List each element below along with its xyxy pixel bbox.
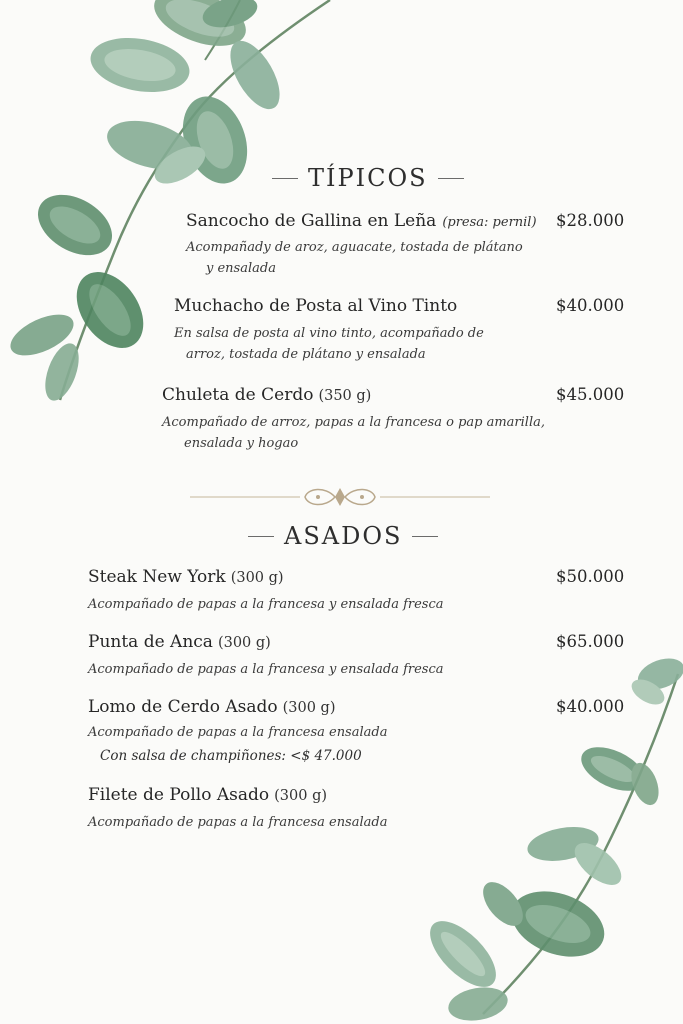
title-rule-left <box>272 178 298 179</box>
title-rule-left <box>248 536 274 537</box>
item-description: Acompañado de papas a la francesa y ensalada fresca <box>88 662 444 677</box>
item-name: Filete de Pollo Asado <box>88 785 270 805</box>
menu-item-filete-de-pollo <box>88 785 327 805</box>
item-description <box>186 237 523 279</box>
item-size: (350 g) <box>318 388 372 404</box>
item-size: (300 g) <box>217 635 271 651</box>
item-description <box>174 323 484 365</box>
item-size: (300 g) <box>274 788 328 804</box>
item-name: Punta de Anca <box>88 632 213 652</box>
item-price: $45.000 <box>556 385 625 404</box>
item-price: $40.000 <box>556 296 625 315</box>
item-price: $28.000 <box>556 211 625 230</box>
item-name: Lomo de Cerdo Asado <box>88 697 278 717</box>
description-line: arroz, tostada de plátano y ensalada <box>186 347 426 362</box>
item-description: Acompañado de papas a la francesa y ensalada fresca <box>88 597 444 612</box>
section-title-asados <box>248 522 438 550</box>
section-title-text: ASADOS <box>284 522 403 550</box>
item-price: $40.000 <box>556 697 625 716</box>
item-description: Acompañado de papas a la francesa ensalada <box>88 725 388 740</box>
item-name: Muchacho de Posta al Vino Tinto <box>174 296 458 316</box>
item-name: Chuleta de Cerdo <box>162 385 314 405</box>
menu-item-lomo-de-cerdo <box>88 697 336 717</box>
item-price: $65.000 <box>556 632 625 651</box>
item-description <box>162 412 545 454</box>
section-title-tipicos <box>272 164 464 192</box>
menu-item-chuleta <box>162 385 371 405</box>
item-extra-option: Con salsa de champiñones: <$ 47.000 <box>100 748 362 764</box>
description-line: Acompañady de aroz, aguacate, tostada de plátano <box>186 240 523 255</box>
item-name: Sancocho de Gallina en Leña <box>186 211 437 231</box>
item-name: Steak New York <box>88 567 226 587</box>
title-rule-right <box>412 536 438 537</box>
description-line: Acompañado de arroz, papas a la francesa o pap amarilla, <box>162 415 545 430</box>
eucalyptus-branch-bottom-icon <box>423 654 683 1024</box>
item-price: $50.000 <box>556 567 625 586</box>
description-line: y ensalada <box>206 261 276 276</box>
menu-item-steak <box>88 567 284 587</box>
item-note: (presa: pernil) <box>442 215 537 230</box>
item-description: Acompañado de papas a la francesa ensalada <box>88 815 388 830</box>
section-title-text: TÍPICOS <box>308 164 428 192</box>
item-size: (300 g) <box>282 700 336 716</box>
description-line: ensalada y hogao <box>184 436 299 451</box>
description-line: En salsa de posta al vino tinto, acompañado de <box>174 326 484 341</box>
menu-item-punta-de-anca <box>88 632 271 652</box>
title-rule-right <box>438 178 464 179</box>
menu-item-sancocho <box>186 211 537 231</box>
menu-item-muchacho <box>174 296 457 316</box>
item-size: (300 g) <box>230 570 284 586</box>
ornamental-divider-icon <box>190 484 490 510</box>
